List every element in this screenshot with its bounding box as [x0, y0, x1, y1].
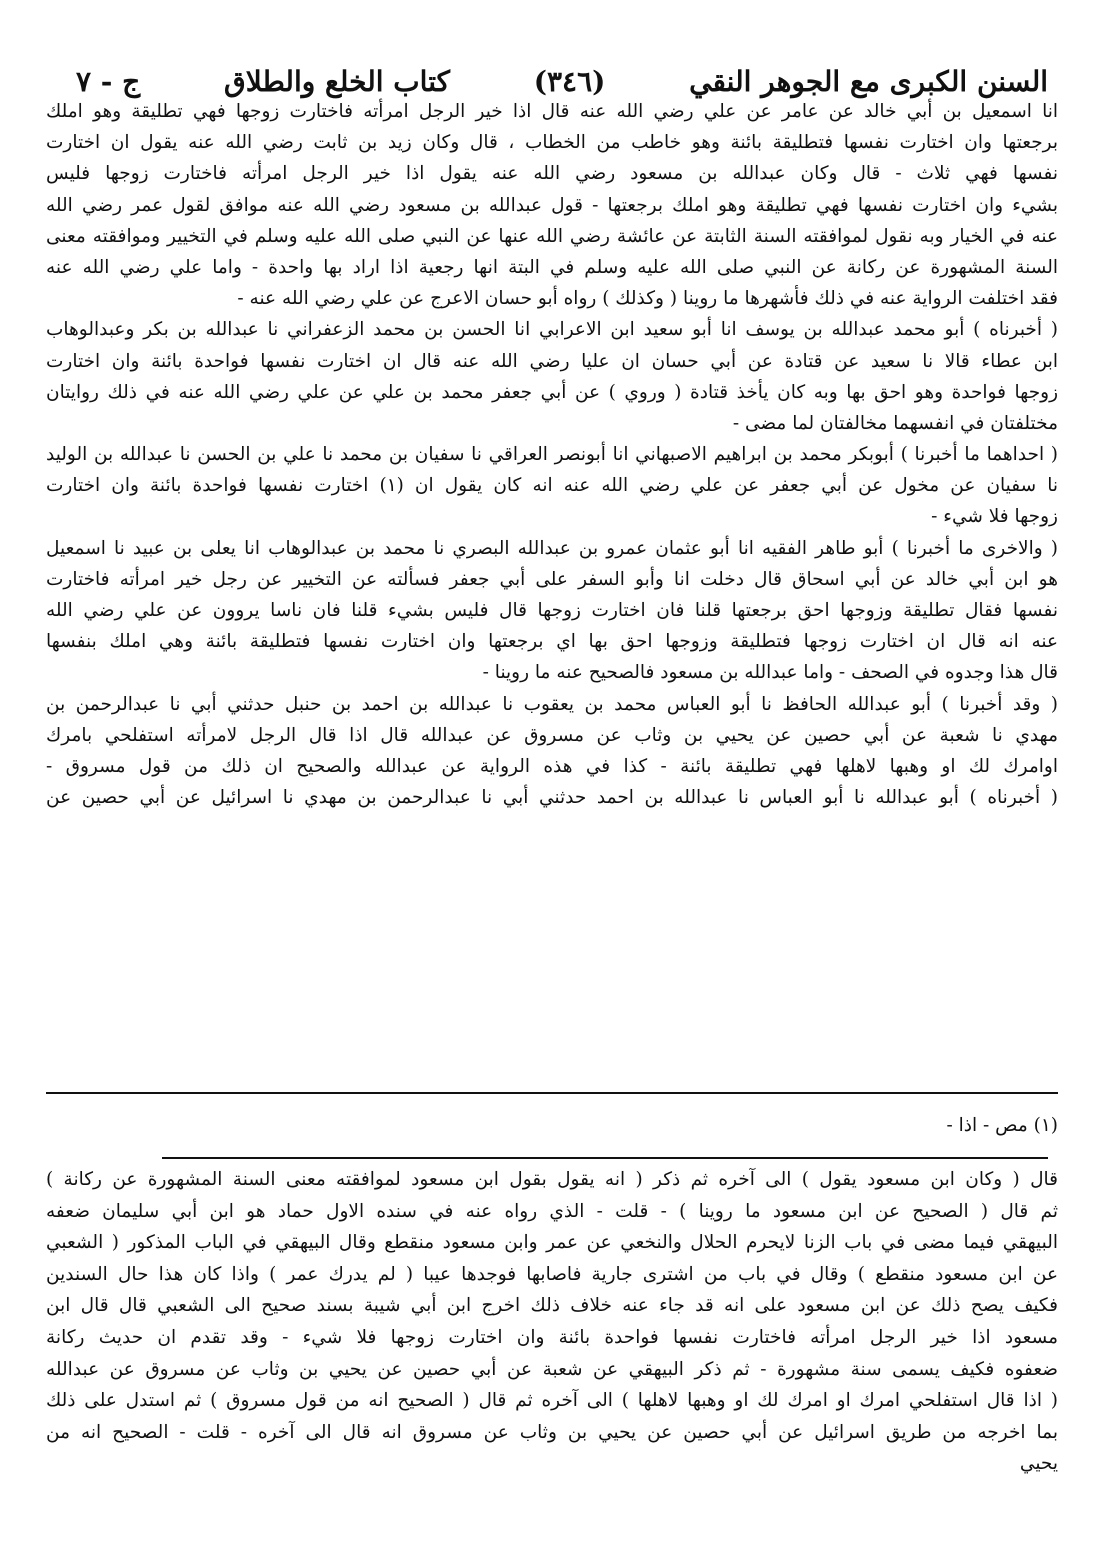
text-line: قال هذا وجدوه في الصحف - واما عبدالله بن مسعود فالصحيح عنه ما روينا - — [482, 662, 1058, 684]
page-number: (٣٤٦) — [533, 65, 606, 98]
footnotes — [46, 1110, 1058, 1144]
text-line: زوجها فلا شيء - — [931, 506, 1058, 528]
commentary-line: ثم قال ( الصحيح عن ابن مسعود ما روينا ) - قلت - الذي رواه عنه في سنده الاول حماد هو ابن أبي سليمان ضعفه — [46, 1200, 1058, 1222]
text-line: انا اسمعيل بن أبي خالد عن عامر عن علي رضي الله عنه قال اذا خير الرجل امرأته فاختارت زوجها فهي تطليقة وهو املك — [46, 101, 1058, 122]
text-line: بشيء وان اختارت نفسها فهي تطليقة وهو املك برجعتها - قول عبدالله بن مسعود رضي الله عنه موافق لقول عمر رضي الله — [46, 194, 1058, 216]
book-title: السنن الكبرى مع الجوهر النقي — [689, 65, 1048, 98]
text-line: نا سفيان عن مخول عن أبي جعفر عن علي رضي الله عنه انه كان يقول ان (١) اختارت نفسها فواحدة بائنة وان اختارت — [46, 475, 1058, 497]
chapter-title: كتاب الخلع والطلاق — [224, 65, 450, 98]
commentary-line: قال ( وكان ابن مسعود يقول ) الى آخره ثم ذكر ( انه يقول بقول ابن مسعود لموافقته معنى السنة المشهورة عن ركانة ) — [46, 1169, 1058, 1190]
text-line: برجعتها وان اختارت نفسها فتطليقة بائنة وهو خاطب من الخطاب ، قال وكان زيد بن ثابت رضي الله عنه يقول ان اختارت — [46, 132, 1058, 154]
text-line: ( والاخرى ما أخبرنا ) أبو طاهر الفقيه انا أبو عثمان عمرو بن عبدالله البصري نا محمد بن عبدالوهاب انا يعلى بن عبيد نا اسمعيل — [46, 537, 1058, 559]
footnote-line: (١) مص - اذا - — [946, 1115, 1058, 1136]
page-header — [46, 50, 1058, 102]
text-line: ( احداهما ما أخبرنا ) أبوبكر محمد بن ابراهيم الاصبهاني انا أبونصر العراقي نا سفيان بن محمد نا علي بن الحسن نا عبدالله بن الوليد — [46, 444, 1058, 466]
text-line: اوامرك لك او وهبها لاهلها فهي تطليقة بائنة - كذا في هذه الرواية عن عبدالله والصحيح ان ذلك من قول مسروق - — [46, 755, 1058, 777]
text-line: السنة المشهورة عن ركانة عن النبي صلى الله عليه وسلم في البتة انها رجعية اذا اراد بها واحدة - واما علي رضي الله عنه — [46, 256, 1058, 278]
text-line: نفسها فقال تطليقة وزوجها احق برجعتها قلنا فان اختارت زوجها قال فليس بشيء قلنا فان ناسا يروون عن علي رضي الله — [46, 600, 1058, 621]
text-line: ( وقد أخبرنا ) أبو عبدالله الحافظ نا أبو العباس محمد بن يعقوب نا عبدالله بن احمد بن حنبل حدثني أبي نا عبدالرحمن بن — [46, 693, 1058, 715]
commentary-line: بما اخرجه من طريق اسرائيل عن أبي حصين عن يحيي بن وثاب عن مسروق انه قال الى آخره - قلت - الصحيح انه من — [46, 1421, 1058, 1443]
text-line: ( أخبرناه ) أبو محمد عبدالله بن يوسف انا أبو سعيد ابن الاعرابي انا الحسن بن محمد الزعفراني نا عبدالله بن بكر وعبدالوهاب — [46, 319, 1058, 341]
text-line: عنه انه قال ان اختارت زوجها فتطليقة وزوجها احق بها اي برجعتها وان اختارت نفسها فتطليقة بائنة وهي املك بنفسها — [46, 631, 1058, 653]
volume-number: ج - ٧ — [76, 65, 141, 98]
book-page — [46, 50, 1058, 1510]
text-line: فقد اختلفت الرواية عنه في ذلك فأشهرها ما روينا ( وكذلك ) رواه أبو حسان الاعرج عن علي رضي الله عنه - — [237, 288, 1058, 310]
text-line: عنه في الخيار وبه نقول لموافقته السنة الثابتة عن عائشة رضي الله عنها عن النبي صلى الله عليه وسلم في التخيير وموافقته معنى — [46, 225, 1058, 247]
text-line: مختلفتان في انفسهما مخالفتان لما مضى - — [732, 412, 1058, 434]
commentary-line: ( اذا قال استفلحي امرك او امرك لك او وهبها لاهلها ) الى آخره ثم قال ( الصحيح انه من قول مسروق ) ثم استدل على ذلك — [46, 1390, 1058, 1412]
commentary-text — [46, 1164, 1058, 1514]
text-line: ( أخبرناه ) أبو عبدالله نا أبو العباس نا عبدالله بن احمد حدثني أبي نا عبدالرحمن بن مهدي نا اسرائيل عن أبي حصين عن — [46, 787, 1058, 809]
text-line: زوجها فواحدة وهو احق بها وبه كان يأخذ قتادة ( وروي ) عن أبي جعفر محمد بن علي عن علي رضي الله عنه في ذلك روايتان — [46, 381, 1058, 403]
commentary-line: عن ابن مسعود منقطع ) وقال في باب من اشترى جارية فاصابها فوجدها عيبا ( لم يدرك عمر ) واذا كان هذا حال السندين — [46, 1263, 1058, 1285]
main-text — [46, 96, 1058, 1081]
footnote-divider — [162, 1157, 1048, 1159]
text-line: مهدي نا شعبة عن أبي حصين عن يحيي بن وثاب عن مسروق عن عبدالله قال اذا قال الرجل لامرأته استفلحي بامرك — [46, 724, 1058, 746]
commentary-line: البيهقي فيما مضى في باب الزنا لايحرم الحلال والنخعي عن عمر وابن مسعود منقطع وقال البيهقي في الباب المذكور ( الشعبي — [46, 1232, 1058, 1254]
commentary-line: مسعود اذا خير الرجل امرأته فاختارت نفسها فواحدة بائنة وان اختارت زوجها فلا شيء - وقد تقدم ان حديث ركانة — [46, 1326, 1058, 1348]
commentary-line: فكيف يصح ذلك عن ابن مسعود على انه قد جاء عنه خلاف ذلك اخرج ابن أبي شيبة بسند صحيح الى الشعبي قال قال ابن — [46, 1295, 1058, 1317]
text-line: نفسها فهي ثلاث - قال وكان عبدالله بن مسعود رضي الله عنه يقول اذا خير الرجل امرأته فاختارت زوجها فليس — [46, 163, 1058, 185]
main-divider — [46, 1092, 1058, 1094]
catchword: يحيي — [1019, 1453, 1058, 1475]
text-line: ابن عطاء قالا نا سعيد عن قتادة عن أبي حسان ان عليا رضي الله عنه قال ان اختارت نفسها فواحدة بائنة وان اختارت — [46, 350, 1058, 372]
commentary-line: ضعفوه فكيف يسمى سنة مشهورة - ثم ذكر البيهقي عن شعبة عن أبي حصين عن يحيي بن وثاب عن مسروق عن عبدالله — [46, 1358, 1058, 1380]
text-line: هو ابن أبي خالد عن أبي اسحاق قال دخلت انا وأبو السفر على أبي جعفر فسألته عن التخيير عن رجل خير امرأته فاختارت — [46, 568, 1058, 590]
